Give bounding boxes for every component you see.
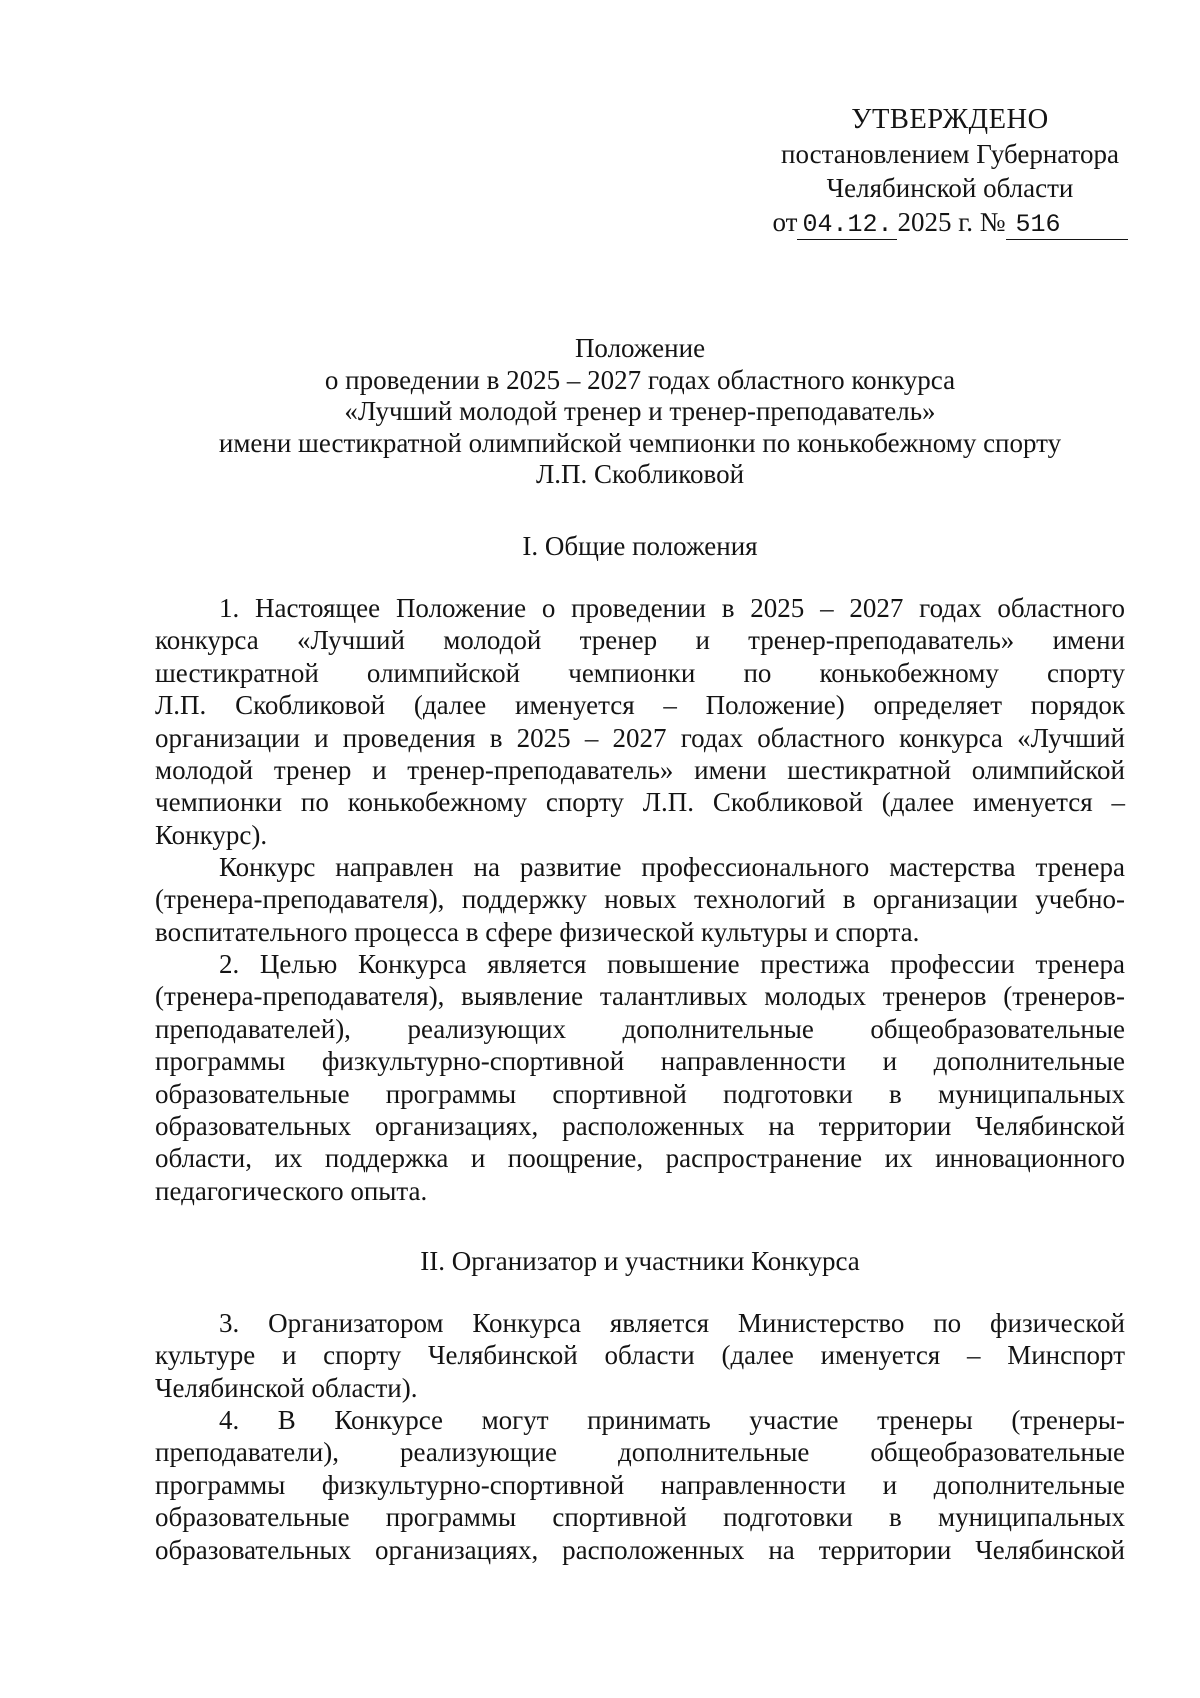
text-line: (тренера-преподавателя), поддержку новых технологий в организации учебно- [155,884,1125,915]
text-line: шестикратной олимпийской чемпионки по конькобежному спорту [155,657,1125,688]
text-line: организации и проведения в 2025 – 2027 годах областного конкурса «Лучший [155,722,1125,753]
text-line: воспитательного процесса в сфере физической культуры и спорта. [155,916,920,947]
approval-line-region: Челябинской области [826,173,1074,203]
text-line: 4. В Конкурсе могут принимать участие тренеры (тренеры- [219,1405,1125,1435]
text-line: преподавателей), реализующих дополнительные общеобразовательные [155,1013,1125,1044]
text-line: программы физкультурно-спортивной направленности и дополнительные [155,1046,1125,1077]
text-line: преподаватели), реализующие дополнительные общеобразовательные [155,1437,1125,1468]
text-line: Конкурс направлен на развитие профессионального мастерства тренера [219,852,1125,882]
text-line: педагогического опыта. [155,1175,428,1206]
approval-stamp-block [760,103,1140,240]
text-line: 1. Настоящее Положение о проведении в 2025 – 2027 годах областного [219,593,1125,623]
section-2-paragraph-1 [155,1307,1125,1404]
text-line: 2. Целью Конкурса является повышение престижа профессии тренера [219,949,1125,979]
title-line: Положение [574,333,706,363]
approval-prefix: от [772,207,798,237]
section-2-paragraph-2 [155,1404,1125,1566]
section-1-paragraph-3 [155,948,1125,1207]
approval-date-line [760,205,1140,240]
text-line: 3. Организатором Конкурса является Министерство по физической [219,1308,1125,1338]
title-line: Л.П. Скобликовой [535,459,745,489]
text-line: образовательных организациях, расположенных на территории Челябинской [155,1110,1125,1141]
text-line: культуре и спорту Челябинской области (далее именуется – Минспорт [155,1340,1125,1371]
approval-line-decree: постановлением Губернатора [781,139,1119,169]
approval-date: 04.12. [797,211,897,240]
text-line: конкурса «Лучший молодой тренер и тренер-преподаватель» имени [155,625,1125,656]
title-line: имени шестикратной олимпийской чемпионки по конькобежному спорту [218,427,1062,458]
section-1-paragraph-1 [155,592,1125,851]
text-line: образовательных организациях, расположенных на территории Челябинской [155,1534,1125,1565]
text-line: Челябинской области). [155,1372,418,1403]
text-line: образовательные программы спортивной подготовки в муниципальных [155,1078,1125,1109]
approval-year: 2025 г. № [897,207,1006,237]
title-line: «Лучший молодой тренер и тренер-преподаватель» [344,396,936,426]
section-1-paragraph-2 [155,851,1125,948]
approval-number: 516 [1006,211,1128,240]
text-line: Конкурс). [155,819,268,850]
text-line: области, их поддержка и поощрение, распространение их инновационного [155,1143,1125,1174]
text-line: молодой тренер и тренер-преподаватель» имени шестикратной олимпийской [155,754,1125,785]
title-line: о проведении в 2025 – 2027 годах областного конкурса [324,364,956,395]
section-1-heading: I. Общие положения [522,531,758,561]
text-line: образовательные программы спортивной подготовки в муниципальных [155,1502,1125,1533]
text-line: (тренера-преподавателя), выявление талантливых молодых тренеров (тренеров- [155,981,1125,1012]
text-line: Л.П. Скобликовой (далее именуется – Положение) определяет порядок [155,690,1125,721]
section-2-heading: II. Организатор и участники Конкурса [420,1246,860,1276]
text-line: чемпионки по конькобежному спорту Л.П. Скобликовой (далее именуется – [155,787,1125,818]
text-line: программы физкультурно-спортивной направленности и дополнительные [155,1469,1125,1500]
document-title [150,333,1130,491]
approval-stamp: УТВЕРЖДЕНО [851,104,1049,135]
